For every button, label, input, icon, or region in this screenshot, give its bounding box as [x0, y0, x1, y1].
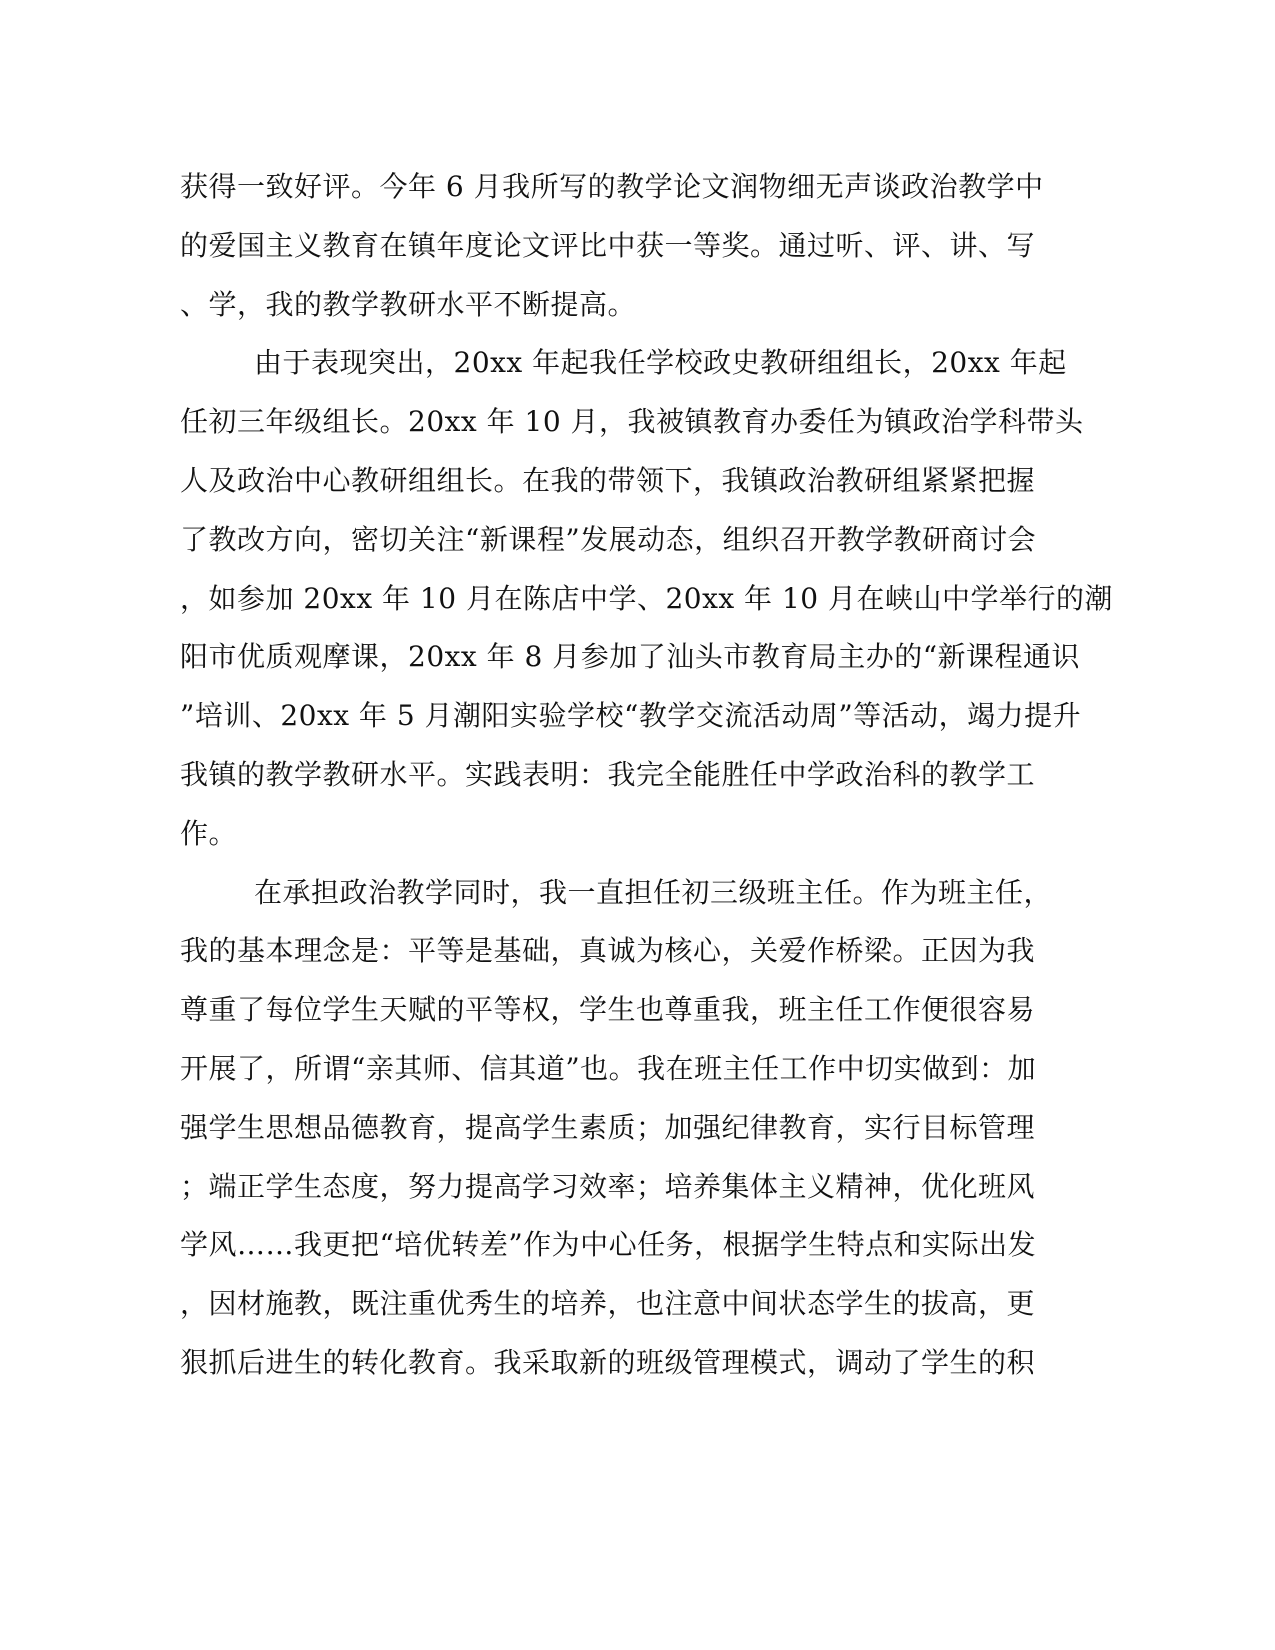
text-line: 获得一致好评。今年 6 月我所写的教学论文润物细无声谈政治教学中: [180, 170, 1044, 203]
text-line: 作。: [180, 816, 238, 850]
text-line: ；端正学生态度，努力提高学习效率；培养集体主义精神，优化班风: [180, 1169, 1036, 1203]
text-line: 尊重了每位学生天赋的平等权，学生也尊重我，班主任工作便很容易: [180, 993, 1036, 1027]
text-line: 开展了，所谓“亲其师、信其道”也。我在班主任工作中切实做到：加: [180, 1051, 1037, 1085]
text-line: 我镇的教学教研水平。实践表明：我完全能胜任中学政治科的教学工: [180, 757, 1036, 791]
paragraph-start-line: 由于表现突出，20xx 年起我任学校政史教研组组长，20xx 年起: [254, 346, 1067, 380]
text-line: 任初三年级组长。20xx 年 10 月，我被镇教育办委任为镇政治学科带头: [180, 405, 1084, 439]
text-line: 、学，我的教学教研水平不断提高。: [180, 287, 637, 321]
text-line: ，因材施教，既注重优秀生的培养，也注意中间状态学生的拔高，更: [180, 1287, 1036, 1321]
text-line: 的爱国主义教育在镇年度论文评比中获一等奖。通过听、评、讲、写: [180, 228, 1036, 262]
text-line: 学风……我更把“培优转差”作为中心任务，根据学生特点和实际出发: [180, 1228, 1037, 1262]
text-line: 强学生思想品德教育，提高学生素质；加强纪律教育，实行目标管理: [180, 1110, 1036, 1144]
paragraph-start-line: 在承担政治教学同时，我一直担任初三级班主任。作为班主任，: [254, 875, 1053, 909]
text-line: 人及政治中心教研组组长。在我的带领下，我镇政治教研组紧紧把握: [180, 463, 1036, 497]
text-line: 阳市优质观摩课，20xx 年 8 月参加了汕头市教育局主办的“新课程通识: [180, 640, 1081, 674]
document-body: [180, 158, 1113, 1393]
text-line: ，如参加 20xx 年 10 月在陈店中学、20xx 年 10 月在峡山中学举行的潮: [180, 581, 1113, 615]
text-line: 狠抓后进生的转化教育。我采取新的班级管理模式，调动了学生的积: [180, 1345, 1036, 1379]
text-line: ”培训、20xx 年 5 月潮阳实验学校“教学交流活动周”等活动，竭力提升: [180, 699, 1082, 733]
text-line: 我的基本理念是：平等是基础，真诚为核心，关爱作桥梁。正因为我: [180, 934, 1036, 968]
text-line: 了教改方向，密切关注“新课程”发展动态，组织召开教学教研商讨会: [180, 522, 1037, 556]
